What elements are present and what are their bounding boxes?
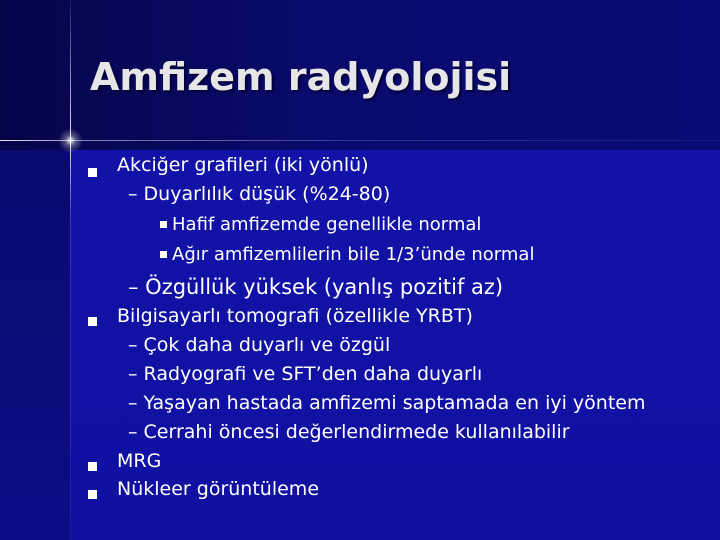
square-bullet-icon — [88, 490, 97, 499]
slide-title: Amfizem radyolojisi — [90, 55, 512, 99]
sub-sub-bullet — [160, 244, 534, 265]
square-bullet-icon — [160, 251, 167, 258]
square-bullet-icon — [160, 221, 167, 228]
left-margin-background — [0, 150, 70, 540]
bullet-text: Akciğer grafileri (iki yönlü) — [117, 154, 369, 176]
sub-bullet-text: – Çok daha duyarlı ve özgül — [128, 334, 391, 356]
vertical-divider — [70, 0, 71, 540]
sub-bullet-text: – Yaşayan hastada amfizemi saptamada en iyi yöntem — [128, 392, 646, 414]
sub-sub-bullet-text: Ağır amfizemlilerin bile 1/3’ünde normal — [172, 244, 535, 265]
sub-sub-bullet-text: Hafif amfizemde genellikle normal — [172, 214, 482, 235]
sub-bullet-text: – Cerrahi öncesi değerlendirmede kullanılabilir — [128, 421, 570, 443]
square-bullet-icon — [88, 317, 97, 326]
horizontal-divider — [0, 140, 720, 141]
sub-bullet-text: – Radyografi ve SFT’den daha duyarlı — [128, 363, 483, 385]
sparkle-decoration — [58, 128, 83, 153]
sub-sub-bullet — [160, 214, 481, 235]
sub-bullet-text: – Özgüllük yüksek (yanlış pozitif az) — [128, 275, 504, 299]
sub-bullet-text: – Duyarlılık düşük (%24-80) — [128, 183, 391, 205]
bullet-text: MRG — [117, 450, 162, 472]
bullet-text: Nükleer görüntüleme — [117, 478, 320, 500]
square-bullet-icon — [88, 462, 97, 471]
bullet-text: Bilgisayarlı tomografi (özellikle YRBT) — [117, 305, 473, 327]
square-bullet-icon — [88, 168, 97, 177]
